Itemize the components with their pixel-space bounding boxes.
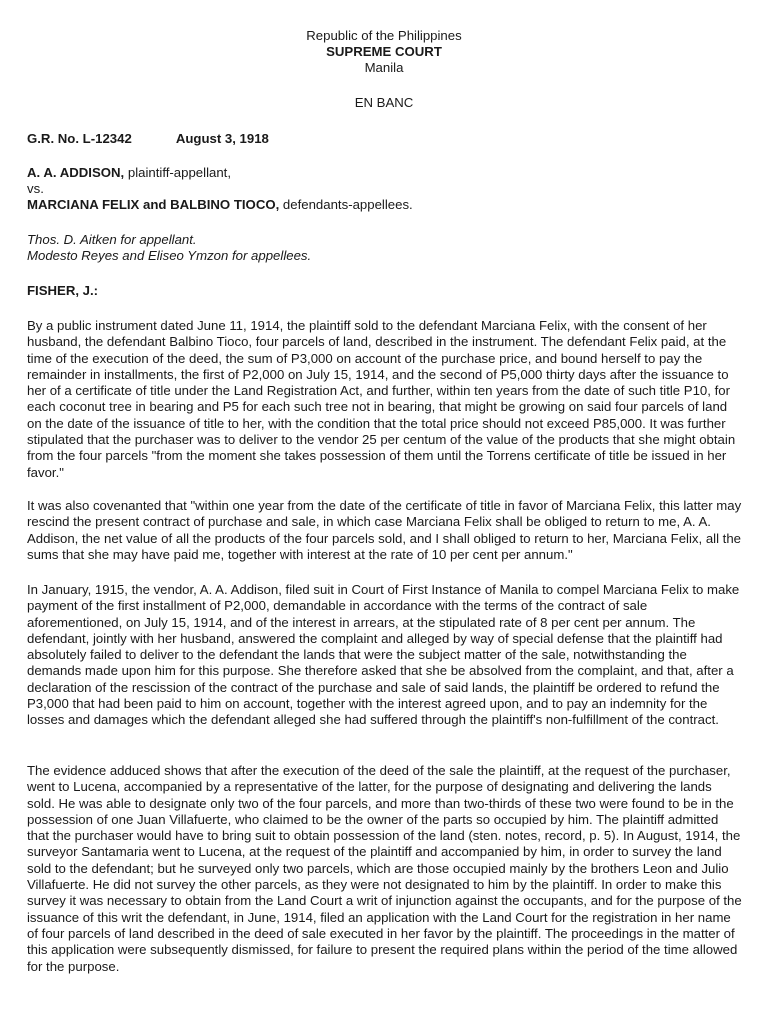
case-number: G.R. No. L-12342 (27, 131, 132, 146)
paragraph-1-block (27, 318, 743, 481)
header-court: SUPREME COURT (326, 44, 442, 59)
header-republic: Republic of the Philippines (306, 28, 462, 43)
parties-defendants (27, 197, 743, 213)
justice-ponente: FISHER, J.: (27, 283, 99, 298)
paragraph-2-block (27, 498, 743, 563)
paragraph-3-block (27, 582, 743, 729)
case-date: August 3, 1918 (175, 131, 269, 146)
counsel-appellees: Modesto Reyes and Eliseo Ymzon for appellees. (27, 248, 312, 263)
plaintiff-role: plaintiff-appellant, (124, 165, 231, 180)
defendants-name: MARCIANA FELIX and BALBINO TIOCO, (27, 197, 280, 212)
paragraph-2: It was also covenanted that "within one year from the date of the certificate of title in favor of Marciana Felix, this latter may rescind the present contract of purchase and sale, in which case Marciana Felix shall be obliged to return to me, A. A. Addison, the net value of all the products of the four parcels sold, and I shall obliged to return to her, Marciana Felix, all the sums that she may have paid me, together with interest at the rate of 10 per cent per annum." (27, 498, 742, 562)
header-division: EN BANC (354, 95, 414, 110)
defendants-role: defendants-appellees. (279, 197, 413, 212)
counsel-appellant: Thos. D. Aitken for appellant. (27, 232, 197, 247)
paragraph-3: In January, 1915, the vendor, A. A. Addison, filed suit in Court of First Instance of Manila to compel Marciana Felix to make payment of the first installment of P2,000, demandable in accordance with the terms of the contract of sale aforementioned, on July 15, 1914, and of the interest in arrears, at the stipulated rate of 8 per cent per annum. The defendant, jointly with her husband, answered the complaint and alleged by way of special defense that the plaintiff had absolutely failed to deliver to the defendant the lands that were the subject matter of the sale, notwithstanding the demands made upon him for this purpose. She therefore asked that she be absolved from the complaint, and that, after a declaration of the rescission of the contract of the purchase and sale of said lands, the plaintiff be ordered to refund the P3,000 that had been paid to him on account, together with the interest agreed upon, and to pay an indemnity for the losses and damages which the defendant alleged she had suffered through the plaintiff's non-fulfillment of the contract. (27, 582, 740, 728)
paragraph-4: The evidence adduced shows that after the execution of the deed of the sale the plaintiff, at the request of the purchaser, went to Lucena, accompanied by a representative of the latter, for the purpose of designating and delivering the lands sold. He was able to designate only two of the four parcels, and more than two-thirds of these two were found to be in the possession of one Juan Villafuerte, who claimed to be the owner of the parts so occupied by him. The plaintiff admitted that the purchaser would have to bring suit to obtain possession of the land (sten. notes, record, p. 5). In August, 1914, the surveyor Santamaria went to Lucena, at the request of the plaintiff and accompanied by him, in order to survey the land sold to the defendant; but he surveyed only two parcels, which are those occupied mainly by the brothers Leon and Julio Villafuerte. He did not survey the other parcels, as they were not designated to him by the plaintiff. In order to make this survey it was necessary to obtain from the Land Court a writ of injunction against the occupants, and for the purpose of the issuance of this writ the defendant, in June, 1914, filed an application with the Land Court for the registration in her name of four parcels of land described in the deed of sale executed in her favor by the plaintiff. The proceedings in the matter of this application were subsequently dismissed, for failure to present the required plans within the period of the time allowed for the purpose. (27, 763, 742, 974)
header-city: Manila (364, 60, 404, 75)
case-number-line (27, 131, 743, 147)
paragraph-4-block (27, 763, 743, 975)
parties-plaintiff (27, 165, 743, 181)
parties-vs: vs. (27, 181, 44, 196)
paragraph-1: By a public instrument dated June 11, 1914, the plaintiff sold to the defendant Marciana Felix, with the consent of her husband, the defendant Balbino Tioco, four parcels of land, described in the instrument. The defendant Felix paid, at the time of the execution of the deed, the sum of P3,000 on account of the purchase price, and bound herself to pay the remainder in installments, the first of P2,000 on July 15, 1914, and the second of P5,000 thirty days after the issuance to her of a certificate of title under the Land Registration Act, and further, within ten years from the date of such title P10, for each coconut tree in bearing and P5 for each such tree not in bearing, that might be growing on said four parcels of land on the date of the issuance of title to her, with the condition that the total price should not exceed P85,000. It was further stipulated that the purchaser was to deliver to the vendor 25 per centum of the value of the products that she might obtain from the four parcels "from the moment she takes possession of them until the Torrens certificate of title be issued in her favor." (27, 318, 736, 480)
plaintiff-name: A. A. ADDISON, (27, 165, 125, 180)
